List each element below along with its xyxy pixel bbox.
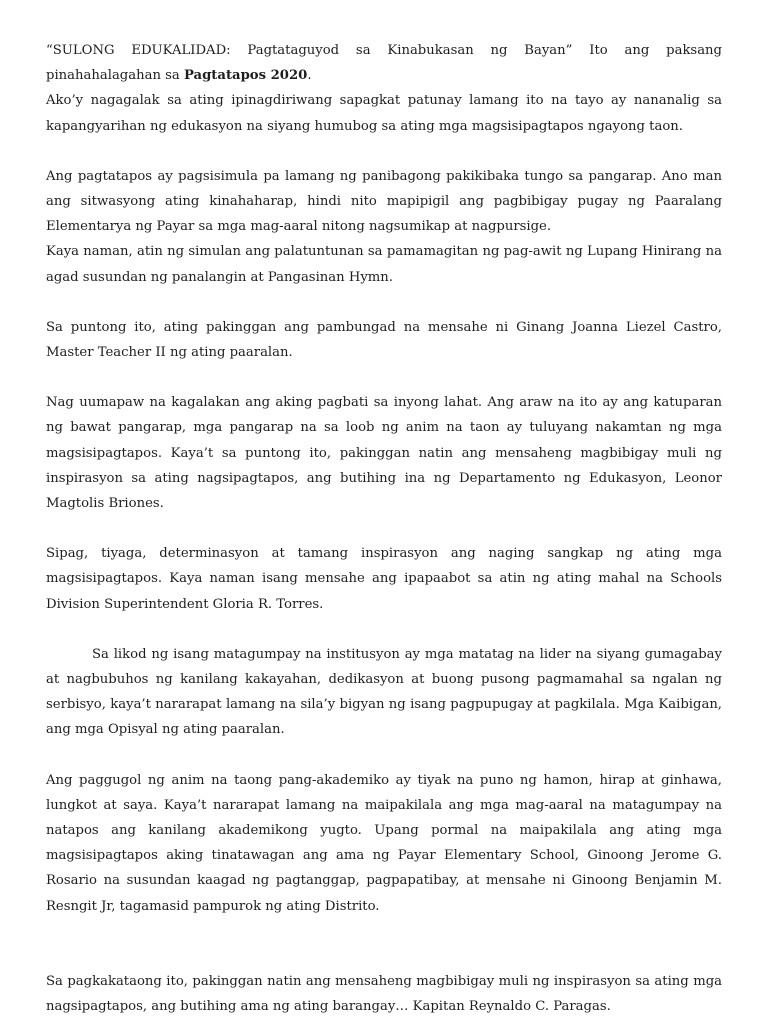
paragraph-9: Sa pagkakataong ito, pakinggan natin ang mensaheng magbibigay muli ng inspirasyon sa ating mga nagsipagtapos, ang butihing ama ng ating barangay… Kapitan Reynaldo C. Paragas. (46, 973, 722, 1015)
title-line: “SULONG EDUKALIDAD: Pagtataguyod sa Kinabukasan ng Bayan” Ito ang paksang pinahahalagahan sa (46, 43, 722, 84)
title-end: . (307, 68, 312, 84)
paragraph-5: Nag uumapaw na kagalakan ang aking pagbati sa inyong lahat. Ang araw na ito ay ang katuparan ng bawat pangarap, mga pangarap na sa loob ng anim na taon ay tuluyang nakamtan ng mga magsisipagtapos. Kaya’t sa puntong ito, pakinggan natin ang mensaheng magbibigay muli ng inspirasyon sa ating nagsipagtapos, ang butihing ina ng Departamento ng Edukasyon, Leonor Magtolis Briones. (46, 395, 722, 512)
paragraph-7: Sa likod ng isang matagumpay na institusyon ay mga matatag na lider na siyang gumagabay at nagbubuhos ng kanilang kakayahan, dedikasyon at buong pusong pagmamahal sa ngalan ng serbisyo, kaya’t nararapat lamang na sila’y bigyan ng isang pagpupugay at pagkilala. Mga Kaibigan, ang mga Opisyal ng ating paaralan. (46, 646, 722, 738)
paragraph-4: Sa puntong ito, ating pakinggan ang pambungad na mensahe ni Ginang Joanna Liezel Castro, Master Teacher II ng ating paaralan. (46, 319, 722, 361)
paragraph-3: Kaya naman, atin ng simulan ang palatuntunan sa pamamagitan ng pag-awit ng Lupang Hinirang na agad susundan ng panalangin at Pangasinan Hymn. (46, 244, 722, 285)
paragraph-2: Ang pagtatapos ay pagsisimula pa lamang ng panibagong pakikibaka tungo sa pangarap. Ano man ang sitwasyong ating kinahaharap, hindi nito mapipigil ang pagbibigay pugay ng Paaralang Elementarya ng Payar sa mga mag-aaral nitong nagsumikap at nagpursige. (46, 168, 722, 235)
paragraph-6: Sipag, tiyaga, determinasyon at tamang inspirasyon ang naging sangkap ng ating mga magsisipagtapos. Kaya naman isang mensahe ang ipapaabot sa atin ng ating mahal na Schools Division Superintendent Gloria R. Torres. (46, 546, 722, 612)
paragraph-1: Ako’y nagagalak sa ating ipinagdiriwang sapagkat patunay lamang ito na tayo ay nananalig sa kapangyarihan ng edukasyon na siyang humubog sa ating mga magsisipagtapos ngayong taon. (46, 93, 722, 134)
paragraph-8: Ang paggugol ng anim na taong pang-akademiko ay tiyak na puno ng hamon, hirap at ginhawa, lungkot at saya. Kaya’t nararapat lamang na maipakilala ang mga mag-aaral na matagumpay na natapos ang kanilang akademikong yugto. Upang pormal na maipakilala ang ating mga magsisipagtapos aking tinatawagan ang ama ng Payar Elementary School, Ginoong Jerome G. Rosario na susundan kaagad ng pagtanggap, pagpapatibay, at mensahe ni Ginoong Benjamin M. Resngit Jr, tagamasid pampurok ng ating Distrito. (46, 772, 722, 914)
title-bold: Pagtatapos 2020 (183, 68, 308, 84)
document-page (46, 38, 722, 1019)
title-paragraph (46, 38, 722, 88)
